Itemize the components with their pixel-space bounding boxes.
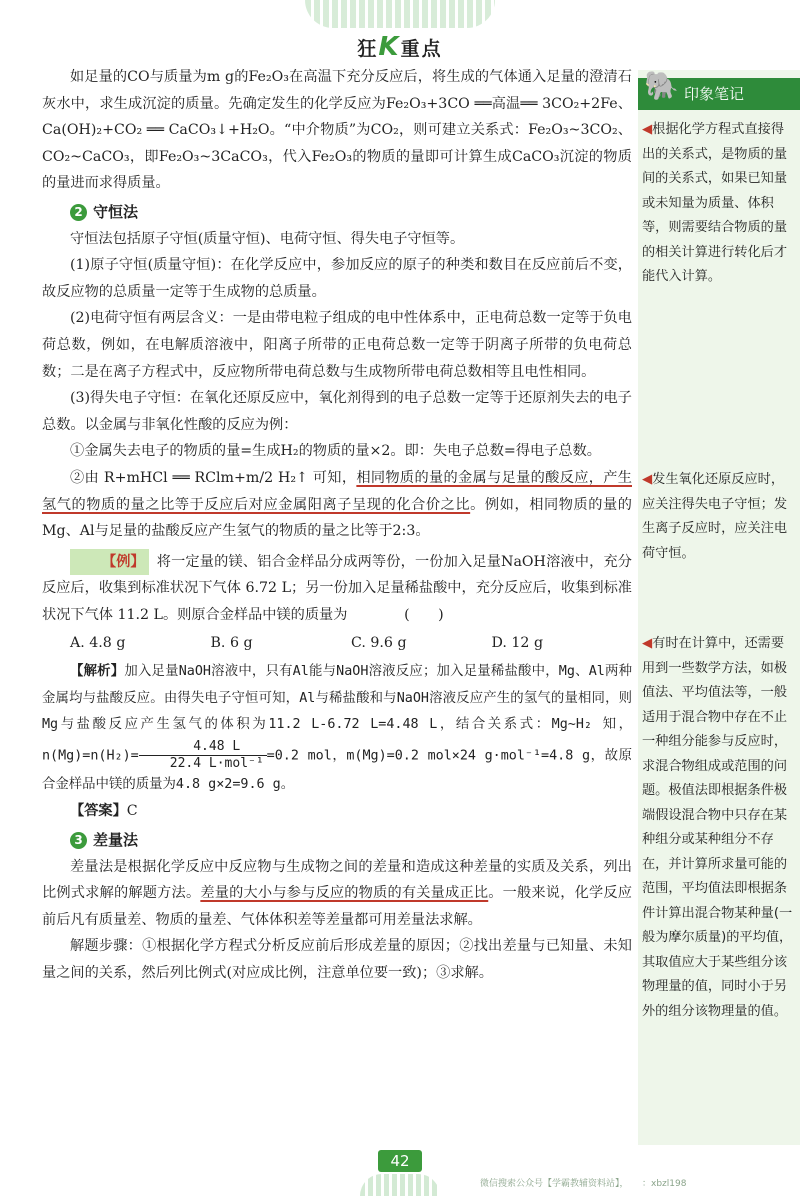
fraction bbox=[139, 739, 267, 772]
text-run: 。例如，相同物质的量的Mg、Al与足量的盐酸反应产生氢气的物质的量之比等于2:3。 bbox=[42, 496, 632, 540]
analysis-text: 加入足量NaOH溶液中，只有Al能与NaOH溶液反应；加入足量稀盐酸中，Mg、Al两种金属均与盐酸反应。由得失电子守恒可知，Al与稀盐酸和与NaOH溶液反应产生的氢气的量相同，则Mg与盐酸反应产生氢气的体积为11.2 L-6.72 L=4.48 L，结合关系式：Mg~H₂ 知，n(Mg)=n(H₂)= bbox=[42, 664, 633, 764]
sidebar-notes bbox=[638, 70, 800, 1145]
triangle-left-icon: ◀ bbox=[642, 472, 653, 487]
paragraph: ①金属失去电子的物质的量=生成H₂的物质的量×2。即：失电子总数=得电子总数。 bbox=[70, 443, 601, 460]
choice-a: A. 4.8 g bbox=[70, 635, 126, 652]
bottom-decoration bbox=[360, 1174, 440, 1196]
side-note-text: 发生氧化还原反应时，应关注得失电子守恒；发生离子反应时，应关注电荷守恒。 bbox=[642, 472, 788, 561]
side-note bbox=[642, 632, 794, 1024]
header-prefix: 狂 bbox=[357, 38, 379, 60]
paragraph: (3)得失电子守恒：在氧化还原反应中，氧化剂得到的电子总数一定等于还原剂失去的电子总数。以金属与非氧化性酸的反应为例： bbox=[42, 390, 632, 433]
choice-b: B. 6 g bbox=[210, 635, 253, 652]
side-note-text: 有时在计算中，还需要用到一些数学方法，如极值法、平均值法等，一般适用于混合物中存在不止一种组分能参与反应时，求混合物组成或范围的问题。极值法即根据条件极端假设混合物中只存在某种组分或某种组分不存在，并计算所求量可能的范围，平均值法即根据条件计算出混合物某种量(一般为摩尔质量)的平均值，其取值应大于某些组分该物理量的值，同时小于另外的组分该物理量的值。 bbox=[642, 636, 793, 1019]
section-number: 2 bbox=[70, 204, 87, 221]
elephant-icon: 🐘 bbox=[644, 69, 679, 102]
answer-value: C bbox=[126, 803, 138, 820]
fraction-numerator: 4.48 L bbox=[139, 739, 267, 756]
side-note-text: 根据化学方程式直接得出的关系式，是物质的量间的关系式，如果已知量或未知量为质量、体积等，则需要结合物质的量的相关计算进行转化后才能代入计算。 bbox=[642, 122, 788, 284]
notes-header bbox=[638, 69, 800, 110]
question-text: 将一定量的镁、铝合金样品分成两等份，一份加入足量NaOH溶液中，充分反应后，收集到标准状况下气体 6.72 L；另一份加入足量稀盐酸中，充分反应后，收集到标准状况下气体 11.2 L。则原合金样品中镁的质量为 ( ) bbox=[42, 553, 632, 623]
paragraph bbox=[42, 854, 632, 934]
underlined-text: 相同物质的量的金属与足量的酸反应，产生氢气的物质的量之比等于反应后对应金属阳离子呈现的化合价之比 bbox=[42, 469, 632, 513]
section-heading bbox=[70, 827, 632, 854]
section-title: 差量法 bbox=[93, 831, 139, 850]
watermark-text: 微信搜索公众号【学霸教辅资料站】， ：xbzl198 bbox=[480, 1179, 687, 1189]
paragraph: (2)电荷守恒有两层含义：一是由带电粒子组成的电中性体系中，正电荷总数一定等于负电荷总数，例如，在电解质溶液中，阳离子所带的正电荷总数一定等于阴离子所带的负电荷总数；二是在离子方程式中，反应物所带电荷总数与生成物所带电荷总数相等且电性相同。 bbox=[42, 310, 632, 380]
notes-heading: 印象笔记 bbox=[684, 85, 745, 103]
top-decoration bbox=[305, 0, 495, 28]
choice-d: D. 12 g bbox=[491, 635, 544, 652]
triangle-left-icon: ◀ bbox=[642, 636, 653, 651]
side-note bbox=[642, 468, 794, 566]
paragraph: 守恒法包括原子守恒(质量守恒)、电荷守恒、得失电子守恒等。 bbox=[70, 230, 465, 247]
header-suffix: 重点 bbox=[400, 38, 443, 60]
page-number: 42 bbox=[378, 1150, 422, 1172]
section-title: 守恒法 bbox=[93, 202, 139, 221]
analysis-text: =0.2 mol，m(Mg)=0.2 mol×24 g·mol⁻¹=4.8 g，故原合金样品中镁的质量为4.8 g×2=9.6 g。 bbox=[42, 748, 632, 792]
analysis-tag: 【解析】 bbox=[70, 664, 125, 680]
analysis-paragraph bbox=[42, 659, 632, 798]
side-note bbox=[642, 118, 794, 290]
text-run: 差量法是根据化学反应中反应物与生成物之间的差量和造成这种差量的实质及关系，列出比例式求解的解题方法。 bbox=[42, 858, 632, 902]
example-question bbox=[42, 549, 632, 629]
text-run: ②由 R+mHCl ══ RClm+m/2 H₂↑ 可知， bbox=[70, 469, 357, 486]
header-k: K bbox=[378, 32, 401, 62]
fraction-denominator: 22.4 L·mol⁻¹ bbox=[169, 755, 264, 771]
choice-c: C. 9.6 g bbox=[351, 635, 407, 652]
example-tag: 【例】 bbox=[70, 549, 149, 576]
triangle-left-icon: ◀ bbox=[642, 122, 653, 137]
paragraph: (1)原子守恒(质量守恒)：在化学反应中，参加反应的原子的种类和数目在反应前后不变，故反应物的总质量一定等于生成物的总质量。 bbox=[42, 257, 632, 300]
text-run: 。一般来说，化学反应前后凡有质量差、物质的量差、气体体积差等差量都可用差量法求解。 bbox=[42, 885, 632, 928]
intro-paragraph: 如足量的CO与质量为m g的Fe₂O₃在高温下充分反应后，将生成的气体通入足量的澄清石灰水中，求生成沉淀的质量。先确定发生的化学反应为Fe₂O₃+3CO ══高温══ 3CO₂+2Fe、Ca(OH)₂+CO₂ ══ CaCO₃↓+H₂O。“中介物质”为CO₂，则可建立关系式：Fe₂O₃~3CO₂、CO₂~CaCO₃，即Fe₂O₃~3CaCO₃，代入Fe₂O₃的物质的量即可计算生成CaCO₃沉淀的物质的量进而求得质量。 bbox=[42, 69, 632, 192]
paragraph: 解题步骤：①根据化学方程式分析反应前后形成差量的原因；②找出差量与已知量、未知量之间的关系，然后列比例式(对应成比例，注意单位要一致)；③求解。 bbox=[42, 938, 632, 981]
page-header bbox=[0, 32, 800, 62]
answer-tag: 【答案】 bbox=[70, 803, 127, 820]
paragraph bbox=[42, 465, 632, 545]
answer-choices bbox=[42, 630, 632, 657]
section-number: 3 bbox=[70, 832, 87, 849]
underlined-text: 差量的大小与参与反应的物质的有关量成正比 bbox=[200, 885, 489, 902]
answer-line bbox=[42, 798, 632, 825]
section-heading bbox=[70, 199, 632, 226]
main-content bbox=[42, 64, 632, 987]
